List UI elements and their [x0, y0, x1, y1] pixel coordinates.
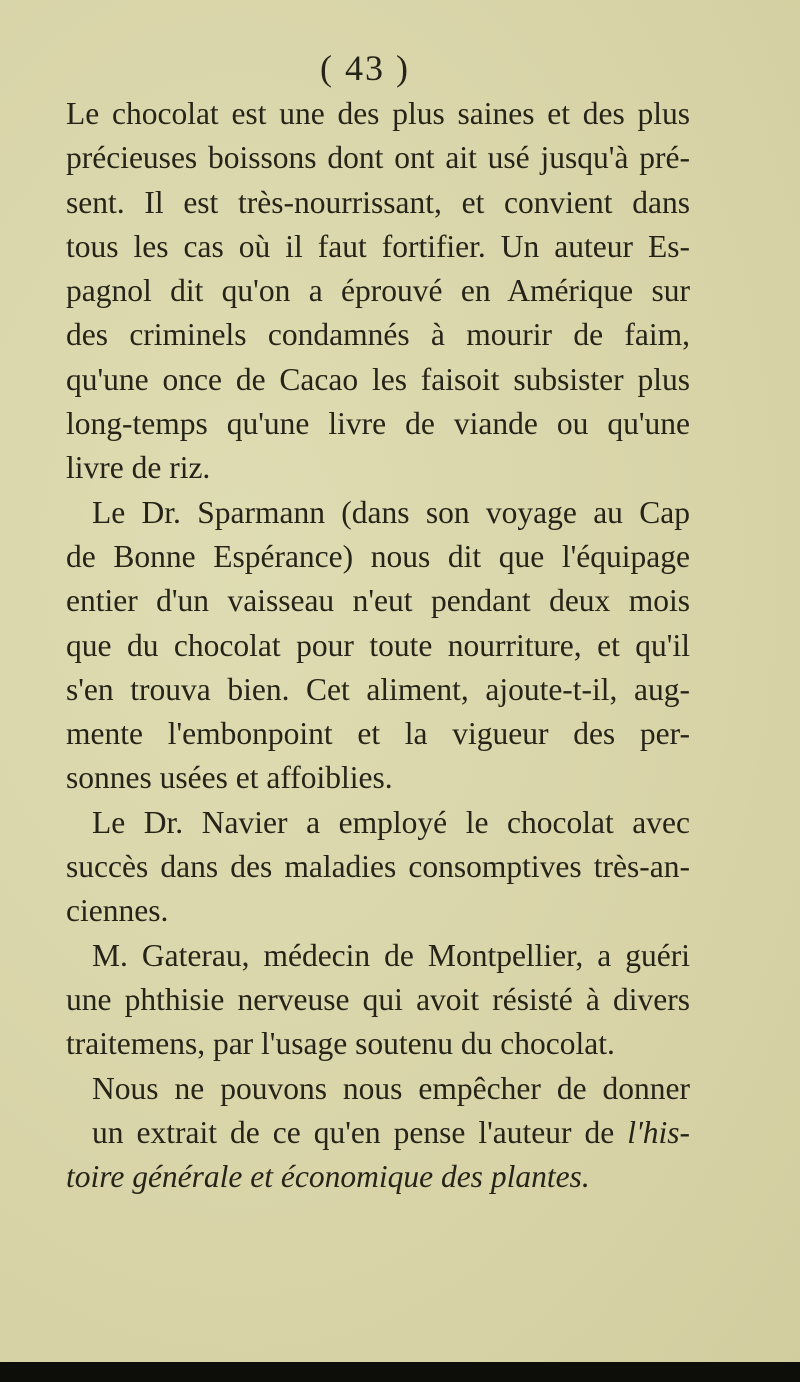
text-line: Le Dr. Navier a employé le chocolat avec [92, 804, 690, 840]
body-text [66, 92, 690, 1199]
text-line: mente l'embonpoint et la vigueur des per- [66, 716, 690, 752]
text-line: pagnol dit qu'on a éprouvé en Amérique sur [66, 273, 690, 309]
bottom-edge-shadow [0, 1362, 800, 1382]
text-line: succès dans des maladies consomptives très-an- [66, 849, 690, 885]
text-line: sonnes usées et affoiblies. [66, 760, 393, 796]
text-line: Nous ne pouvons nous empêcher de donner [92, 1070, 690, 1106]
text-line: Le chocolat est une des plus saines et des plus [66, 96, 690, 131]
text-line: ciennes. [66, 893, 169, 929]
text-line: entier d'un vaisseau n'eut pendant deux mois [66, 583, 690, 619]
text-line-with-italic [66, 1111, 690, 1155]
text-line: traitemens, par l'usage soutenu du chocolat. [66, 1026, 615, 1062]
page-number: ( 43 ) [320, 48, 410, 88]
text-line: des criminels condamnés à mourir de faim, [66, 317, 690, 353]
text-line: précieuses boissons dont ont ait usé jusqu'à pré- [66, 140, 690, 176]
text-line: livre de riz. [66, 450, 211, 486]
text-line: Le Dr. Sparmann (dans son voyage au Cap [92, 494, 690, 530]
text-line: que du chocolat pour toute nourriture, et qu'il [66, 627, 690, 663]
italic-title-start: l'his- [627, 1114, 690, 1150]
text-line: M. Gaterau, médecin de Montpellier, a guéri [92, 937, 690, 973]
text-line: une phthisie nerveuse qui avoit résisté à divers [66, 981, 690, 1017]
italic-title-end: toire générale et économique des plantes. [66, 1159, 590, 1195]
text-line: tous les cas où il faut fortifier. Un auteur Es- [66, 228, 690, 264]
text-line: de Bonne Espérance) nous dit que l'équipage [66, 538, 690, 574]
text-line: qu'une once de Cacao les faisoit subsister plus [66, 361, 690, 397]
text-line: s'en trouva bien. Cet aliment, ajoute-t-il, aug- [66, 671, 690, 707]
line-text: un extrait de ce qu'en pense l'auteur de [92, 1114, 615, 1150]
text-line: long-temps qu'une livre de viande ou qu'une [66, 406, 690, 442]
text-line: sent. Il est très-nourrissant, et convient dans [66, 184, 690, 220]
